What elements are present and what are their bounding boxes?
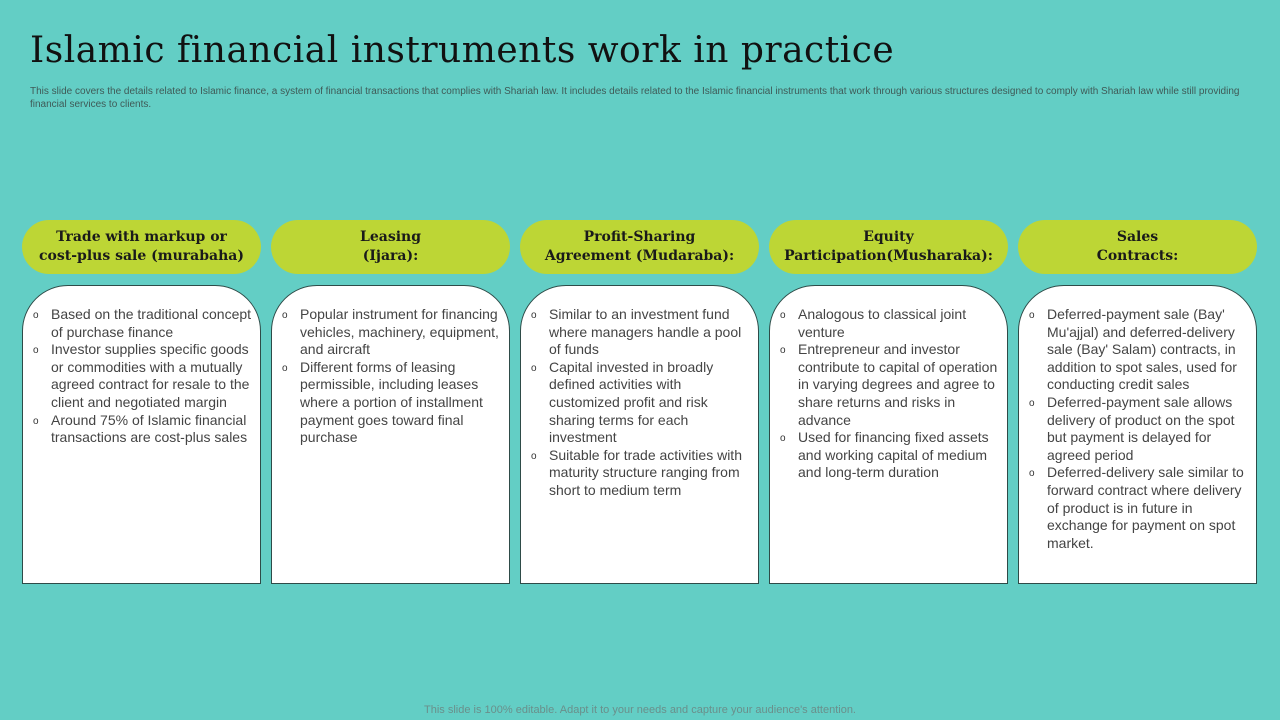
list-item: [1029, 394, 1248, 464]
heading-line: Profit-Sharing: [583, 229, 696, 245]
circle-bullet-icon: o: [1029, 468, 1035, 480]
heading-line: Participation(Musharaka):: [784, 248, 993, 264]
column-card: [1018, 285, 1257, 584]
circle-bullet-icon: o: [780, 433, 786, 445]
circle-bullet-icon: o: [1029, 397, 1035, 409]
list-item: [33, 306, 252, 341]
list-item-text: Deferred-delivery sale similar to forward contract where delivery of product is in future in exchange for payment on spot market.: [1047, 464, 1244, 551]
column-murabaha: [22, 220, 261, 584]
circle-bullet-icon: o: [33, 415, 39, 427]
list-item: [531, 447, 750, 500]
list-item-text: Deferred-payment sale (Bay' Mu'ajjal) and deferred-delivery sale (Bay' Salam) contracts, in addition to spot sales, used for conducting credit sales: [1047, 306, 1237, 393]
list-item-text: Capital invested in broadly defined activities with customized profit and risk sharing terms for each investment: [549, 358, 714, 446]
list-item: [531, 306, 750, 359]
list-item-text: Analogous to classical joint venture: [798, 306, 967, 340]
column-heading: [271, 220, 510, 274]
column-card: [271, 285, 510, 584]
heading-line: Trade with markup or: [56, 229, 227, 245]
column-heading: [1018, 220, 1257, 274]
list-item: [780, 341, 999, 429]
column-heading: [22, 220, 261, 274]
circle-bullet-icon: o: [33, 310, 39, 321]
circle-bullet-icon: o: [33, 345, 39, 357]
list-item-text: Popular instrument for financing vehicles, machinery, equipment, and aircraft: [300, 306, 499, 358]
list-item: [282, 306, 501, 359]
heading-line: Sales: [1116, 229, 1159, 245]
list-item: [33, 341, 252, 411]
circle-bullet-icon: o: [531, 310, 537, 321]
heading-line: Contracts:: [1096, 248, 1179, 264]
list-item: [33, 412, 252, 447]
list-item-text: Similar to an investment fund where managers handle a pool of funds: [549, 306, 742, 358]
list-item-text: Around 75% of Islamic financial transactions are cost-plus sales: [51, 411, 248, 446]
list-item: [1029, 306, 1248, 394]
heading-line: Equity: [863, 229, 914, 245]
circle-bullet-icon: o: [780, 310, 786, 321]
column-heading: [520, 220, 759, 274]
column-card: [769, 285, 1008, 584]
instrument-columns: [22, 220, 1258, 584]
column-heading: [769, 220, 1008, 274]
heading-line: cost-plus sale (murabaha): [39, 248, 244, 264]
list-item-text: Based on the traditional concept of purchase finance: [51, 306, 252, 340]
column-ijara: [271, 220, 510, 584]
list-item-text: Different forms of leasing permissible, including leases where a portion of installment payment goes toward final purchase: [300, 358, 483, 446]
slide-title: Islamic financial instruments work in practice: [30, 30, 895, 71]
list-item-text: Used for financing fixed assets and working capital of medium and long-term duration: [798, 429, 989, 481]
heading-line: Agreement (Mudaraba):: [544, 248, 735, 264]
list-item: [282, 359, 501, 447]
list-item: [1029, 464, 1248, 552]
list-item-text: Suitable for trade activities with maturity structure ranging from short to medium term: [549, 446, 742, 498]
circle-bullet-icon: o: [780, 345, 786, 357]
heading-line: (Ijara):: [362, 248, 419, 264]
list-item-text: Deferred-payment sale allows delivery of product on the spot but payment is delayed for agreed period: [1047, 393, 1235, 463]
list-item-text: Entrepreneur and investor contribute to capital of operation in varying degrees and agree to share returns and risks in advance: [798, 341, 998, 428]
footer-note: This slide is 100% editable. Adapt it to your needs and capture your audience's attention.: [424, 704, 856, 716]
heading-line: Leasing: [360, 229, 421, 245]
column-card: [520, 285, 759, 584]
circle-bullet-icon: o: [531, 362, 537, 374]
column-card: [22, 285, 261, 584]
list-item: [780, 429, 999, 482]
list-item-text: Investor supplies specific goods or commodities with a mutually agreed contract for resale to the client and negotiated margin: [51, 341, 250, 410]
column-sales-contracts: [1018, 220, 1257, 584]
circle-bullet-icon: o: [282, 310, 288, 321]
list-item: [531, 359, 750, 447]
circle-bullet-icon: o: [282, 362, 288, 374]
list-item: [780, 306, 999, 341]
circle-bullet-icon: o: [1029, 310, 1035, 321]
column-musharaka: [769, 220, 1008, 584]
slide-subtitle: This slide covers the details related to Islamic finance, a system of financial transactions that complies with Shariah law. It includes details related to the Islamic financial instruments that work through various structures designed to comply with Shariah law while still providing financial services to clients.: [30, 86, 1240, 110]
column-mudaraba: [520, 220, 759, 584]
circle-bullet-icon: o: [531, 450, 537, 462]
